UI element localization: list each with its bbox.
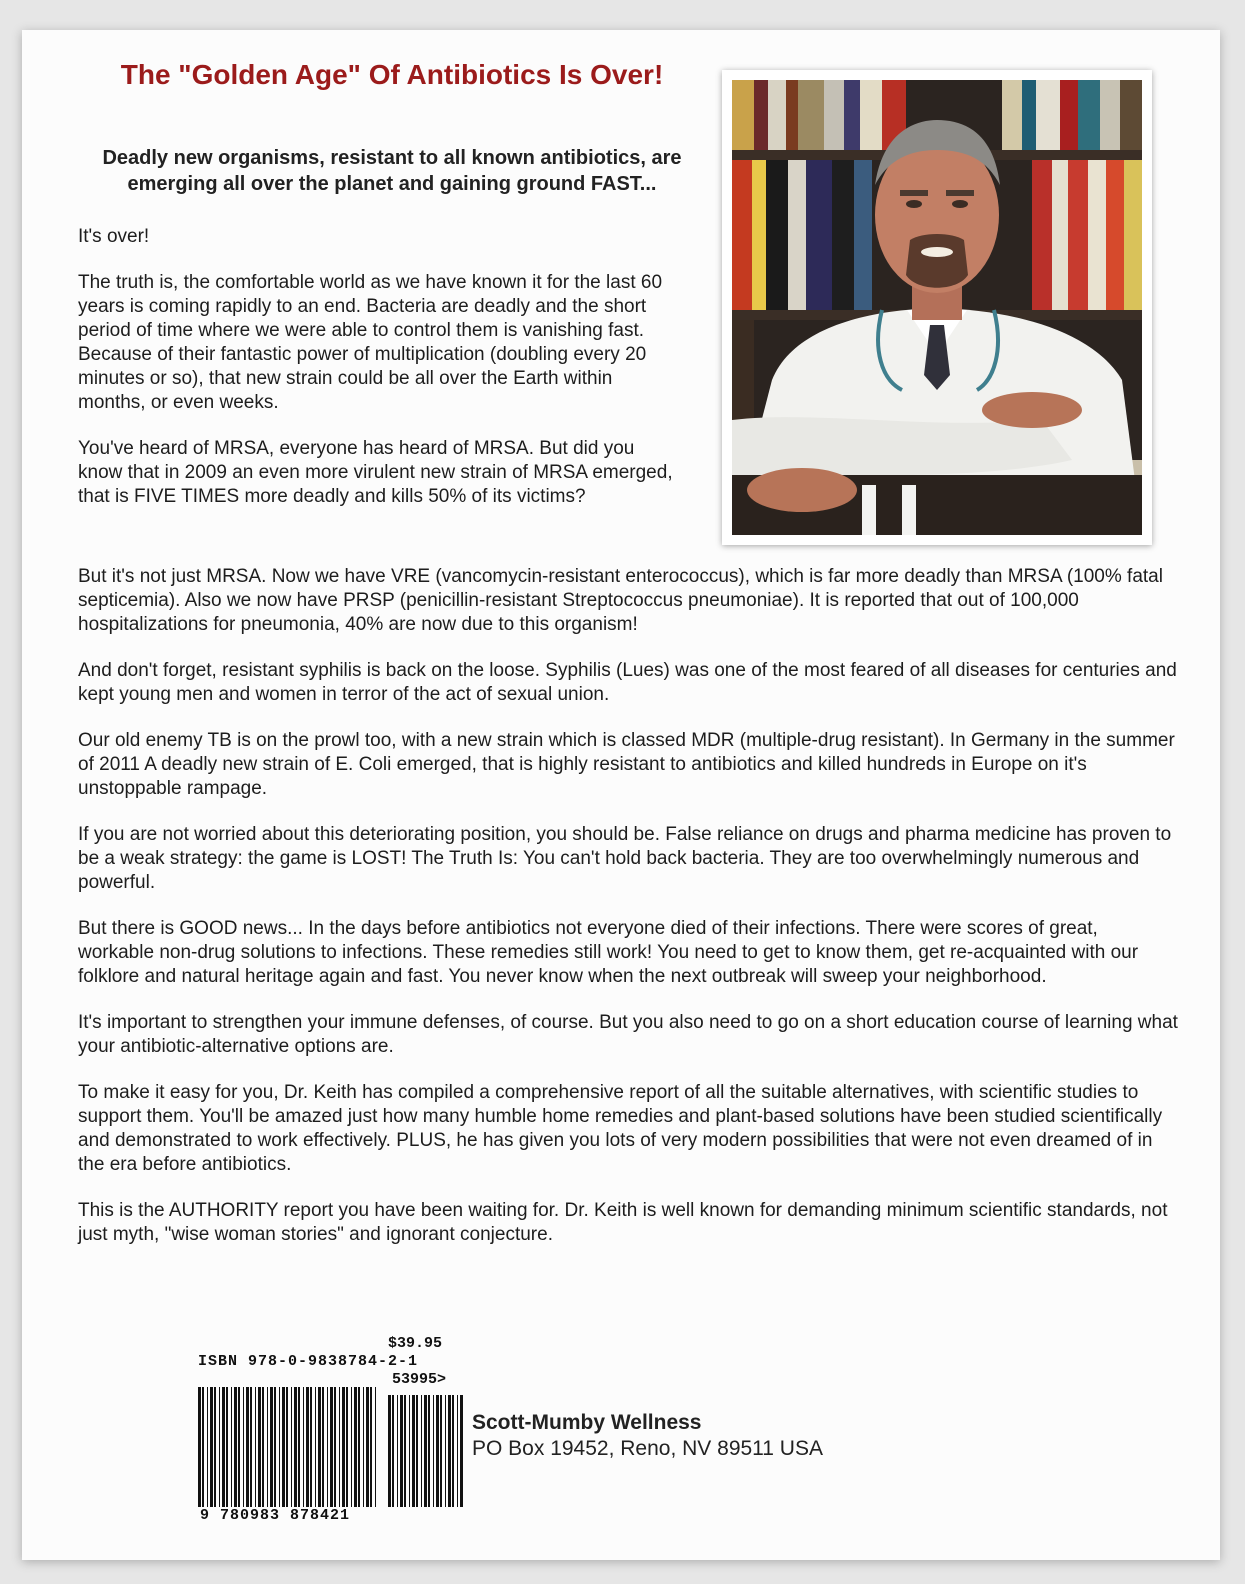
barcode-bar <box>238 1387 240 1507</box>
barcode-bar <box>445 1395 446 1507</box>
publisher-name: Scott-Mumby Wellness <box>472 1411 702 1434</box>
barcode-bar <box>243 1387 244 1507</box>
barcode-bar <box>330 1387 333 1507</box>
barcode-bar <box>286 1387 288 1507</box>
barcode-digits: 9 780983 878421 <box>200 1507 351 1524</box>
barcode-bar <box>246 1387 249 1507</box>
paragraph: But it's not just MRSA. Now we have VRE (vancomycin-resistant enterococcus), which is far more deadly than MRSA (100% fatal septicemia). Also we now have PRSP (penicillin-resistant Streptococcus pneumoniae). It is reported that out of 100,000 hospitalizations for pneumonia, 40% are now due to this organism! <box>78 566 1163 635</box>
barcode-bar <box>421 1395 422 1507</box>
author-photo <box>722 70 1152 545</box>
barcode-bar <box>354 1387 357 1507</box>
barcode-bar <box>436 1395 439 1507</box>
barcode-bar <box>270 1387 273 1507</box>
barcode-bar <box>310 1387 312 1507</box>
barcode-bar <box>234 1387 237 1507</box>
barcode-bar <box>315 1387 316 1507</box>
barcode-bar <box>318 1387 321 1507</box>
barcode-bar <box>322 1387 324 1507</box>
barcode-bar <box>226 1387 228 1507</box>
author-portrait-image <box>732 80 1142 535</box>
addon-code-label: 53995> <box>392 1371 447 1388</box>
subhead: Deadly new organisms, resistant to all known antibiotics, are emerging all over the planet and gaining ground FAST... <box>102 147 682 195</box>
barcode-bar <box>366 1387 369 1507</box>
barcode-bar <box>255 1387 256 1507</box>
barcode-bar <box>388 1395 391 1507</box>
headline: The "Golden Age" Of Antibiotics Is Over! <box>120 59 664 90</box>
barcode-bar <box>219 1387 220 1507</box>
paragraph: This is the AUTHORITY report you have been waiting for. Dr. Keith is well known for demanding minimum scientific standards, not just myth, "wise woman stories" and ignorant conjecture. <box>78 1200 1168 1245</box>
barcode-bar <box>210 1387 213 1507</box>
barcode-bar <box>452 1395 454 1507</box>
barcode-bar <box>231 1387 232 1507</box>
isbn-label: ISBN 978-0-9838784-2-1 <box>198 1353 419 1370</box>
barcode-bar <box>346 1387 348 1507</box>
barcode-bar <box>397 1395 398 1507</box>
barcode-bar <box>424 1395 427 1507</box>
barcode-bar <box>267 1387 268 1507</box>
book-back-cover <box>22 30 1220 1560</box>
barcode-bar <box>339 1387 340 1507</box>
barcode-bar <box>358 1387 360 1507</box>
paragraph: The truth is, the comfortable world as we have known it for the last 60 years is coming rapidly to an end. Bacteria are deadly and the short period of time where we were able to control them is vanishing fast. Because of their fantastic power of multiplication (doubling every 20 minutes or so), that new strain could be all over the Earth within months, or even weeks. <box>78 272 663 413</box>
paragraph: And don't forget, resistant syphilis is back on the loose. Syphilis (Lues) was one of the most feared of all diseases for centuries and kept young men and women in terror of the act of sexual union. <box>78 660 1177 705</box>
publisher-address: PO Box 19452, Reno, NV 89511 USA <box>472 1437 823 1460</box>
barcode-bar <box>262 1387 264 1507</box>
barcode-bar <box>303 1387 304 1507</box>
barcode-bar <box>198 1387 201 1507</box>
barcode-bar <box>428 1395 430 1507</box>
barcode-bar <box>294 1387 297 1507</box>
barcode-bar <box>291 1387 292 1507</box>
barcode-bar <box>351 1387 352 1507</box>
barcode-bar <box>392 1395 394 1507</box>
barcode-bar <box>400 1395 403 1507</box>
paragraph: You've heard of MRSA, everyone has heard of MRSA. But did you know that in 2009 an even more virulent new strain of MRSA emerged, that is FIVE TIMES more deadly and kills 50% of its victims? <box>78 438 673 507</box>
barcode-bar <box>440 1395 442 1507</box>
body-text-full-width <box>78 565 1178 1269</box>
barcode-bar <box>416 1395 418 1507</box>
barcode-bar <box>274 1387 276 1507</box>
isbn-barcode <box>190 1335 470 1525</box>
barcode-bar <box>214 1387 216 1507</box>
barcode-bar <box>258 1387 261 1507</box>
barcode-bar <box>404 1395 406 1507</box>
barcode-bar <box>327 1387 328 1507</box>
ean-barcode-bars <box>198 1387 378 1507</box>
barcode-bar <box>412 1395 415 1507</box>
barcode-bar <box>279 1387 280 1507</box>
barcode-bar <box>298 1387 300 1507</box>
paragraph: It's important to strengthen your immune defenses, of course. But you also need to go on a short education course of learning what your antibiotic-alternative options are. <box>78 1012 1178 1057</box>
barcode-bar <box>363 1387 364 1507</box>
barcode-bar <box>306 1387 309 1507</box>
barcode-bar <box>457 1395 458 1507</box>
paragraph: Our old enemy TB is on the prowl too, with a new strain which is classed MDR (multiple-drug resistant). In Germany in the summer of 2011 A deadly new strain of E. Coli emerged, that is highly resistant to antibiotics and killed hundreds in Europe on it's unstoppable rampage. <box>78 730 1175 799</box>
paragraph: If you are not worried about this deteriorating position, you should be. False reliance on drugs and pharma medicine has proven to be a weak strategy: the game is LOST! The Truth Is: You can't hold back bacteria. They are too overwhelmingly numerous and powerful. <box>78 824 1172 893</box>
body-text-column <box>78 225 678 531</box>
barcode-bar <box>370 1387 372 1507</box>
paragraph: But there is GOOD news... In the days before antibiotics not everyone died of their infections. There were scores of great, workable non-drug solutions to infections. These remedies still work! You need to get to know them, get re-acquainted with our folklore and natural heritage again and fast. You never know when the next outbreak will sweep your neighborhood. <box>78 918 1139 987</box>
barcode-bar <box>342 1387 345 1507</box>
barcode-bar <box>448 1395 451 1507</box>
barcode-bar <box>202 1387 204 1507</box>
barcode-bar <box>334 1387 336 1507</box>
price-label: $39.95 <box>388 1335 443 1352</box>
barcode-bar <box>207 1387 208 1507</box>
paragraph: It's over! <box>78 226 150 247</box>
paragraph: To make it easy for you, Dr. Keith has compiled a comprehensive report of all the suitable alternatives, with scientific studies to support them. You'll be amazed just how many humble home remedies and plant-based solutions have been studied scientifically and demonstrated to work effectively. PLUS, he has given you lots of very modern possibilities that were not even dreamed of in the era before antibiotics. <box>78 1082 1163 1175</box>
barcode-bar <box>409 1395 410 1507</box>
publisher-block <box>472 1410 823 1462</box>
addon-barcode-bars <box>388 1395 464 1507</box>
barcode-bar <box>282 1387 285 1507</box>
barcode-bar <box>433 1395 434 1507</box>
barcode-bar <box>222 1387 225 1507</box>
barcode-bar <box>460 1395 463 1507</box>
barcode-bar <box>375 1387 376 1507</box>
barcode-bar <box>250 1387 252 1507</box>
